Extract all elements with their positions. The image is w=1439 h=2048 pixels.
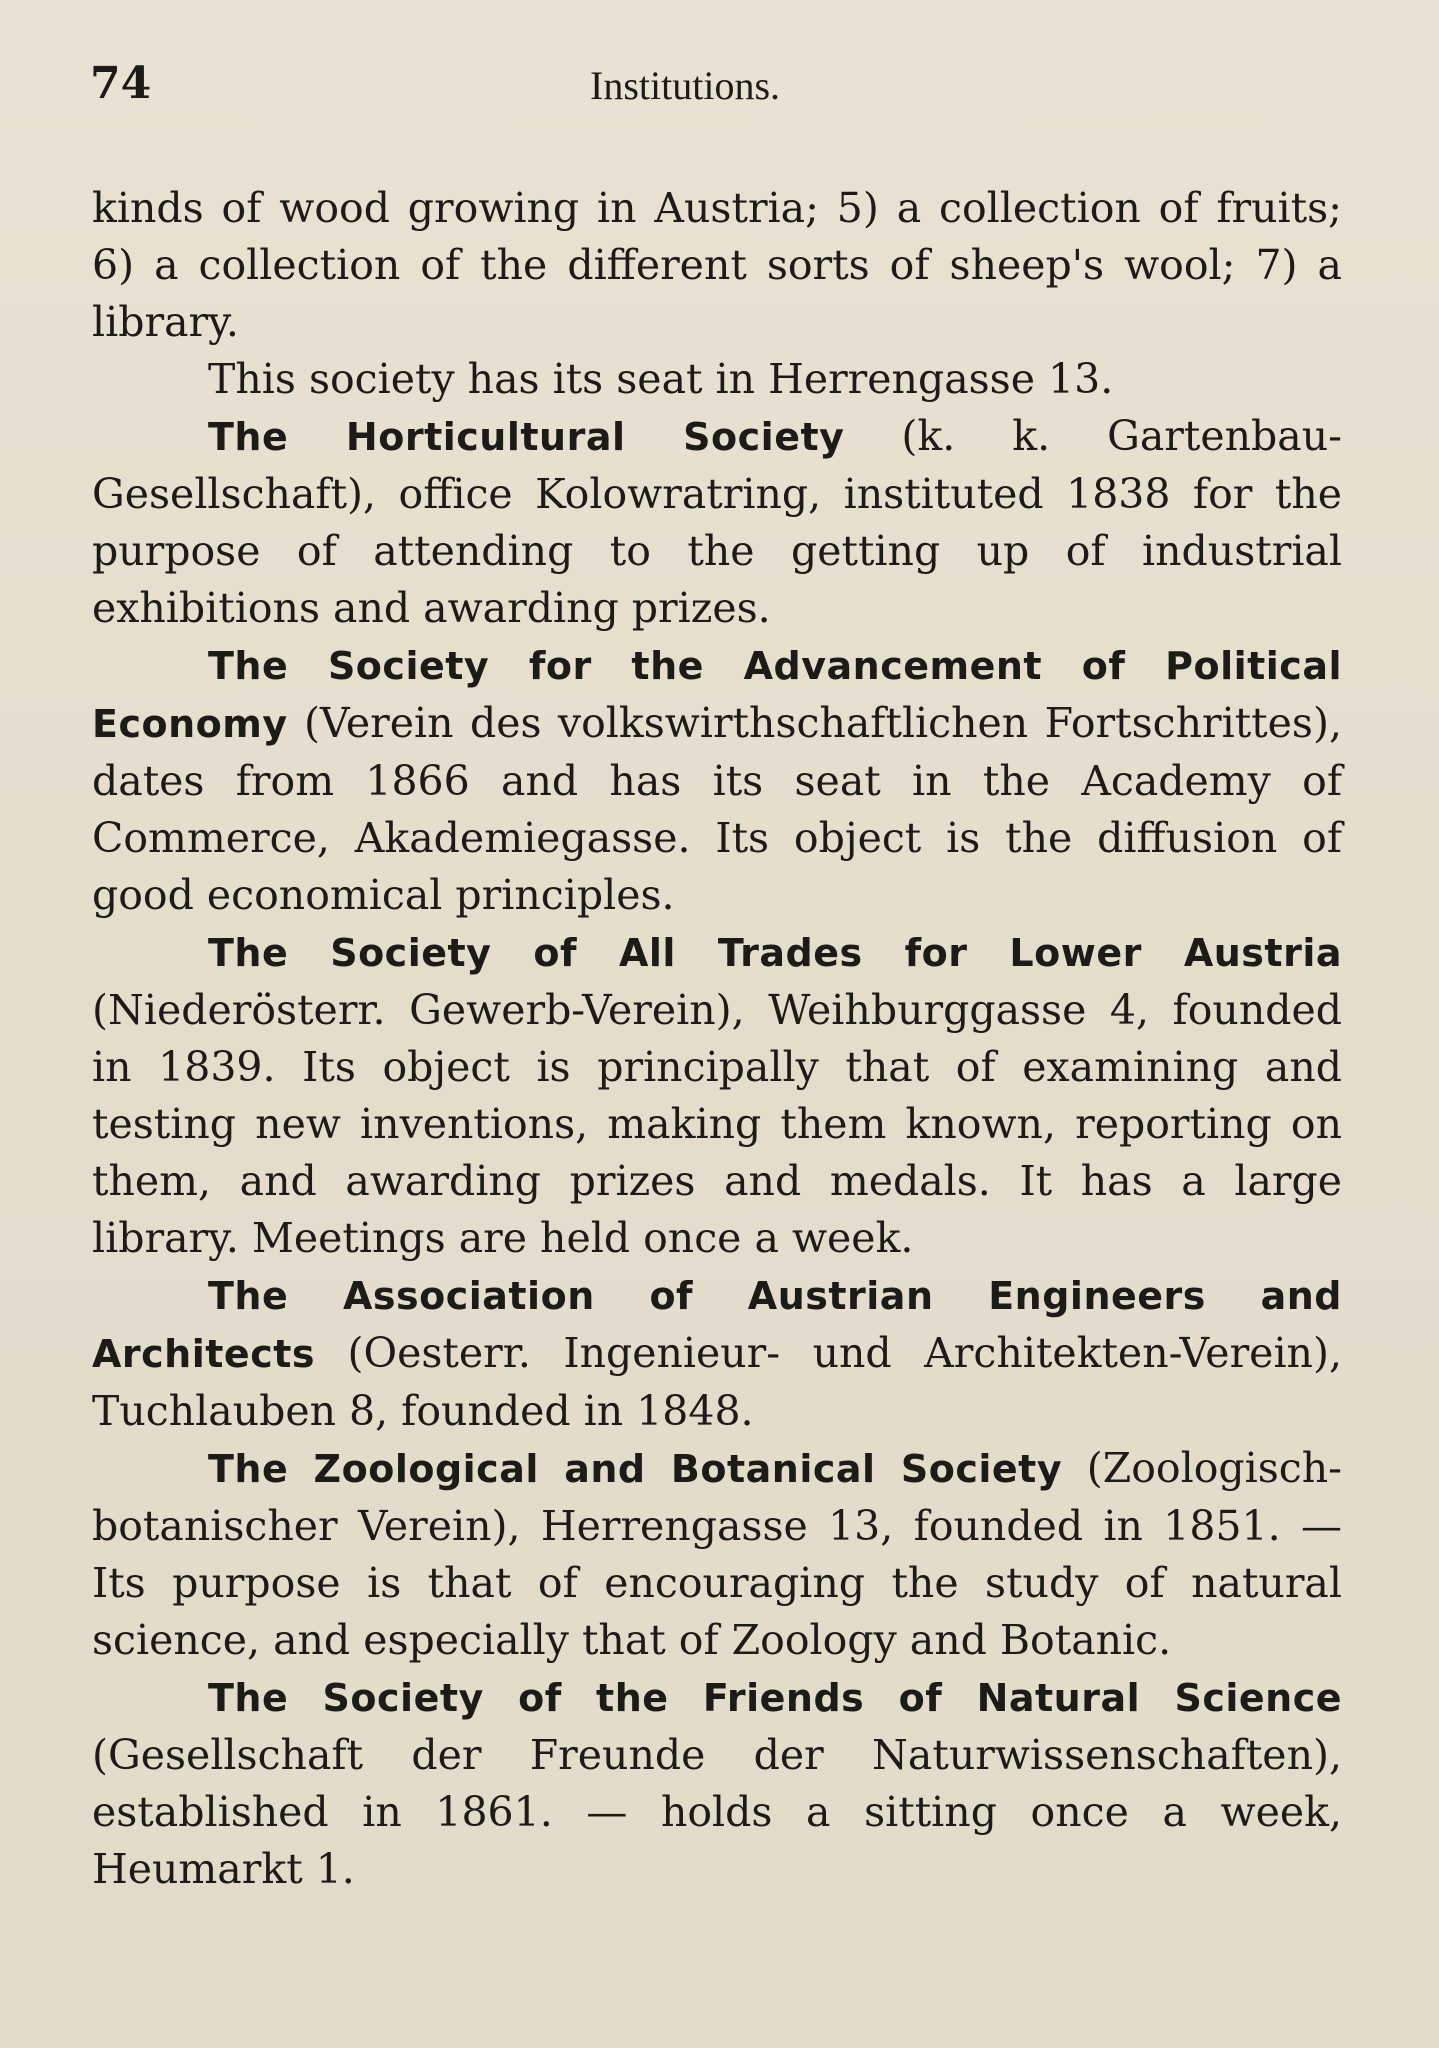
paragraph-society-seat (92, 351, 1342, 408)
paragraph-text: This society has its seat in Herrengasse 13. (208, 355, 1114, 403)
paragraph-text: (Verein des volkswirthschaftlichen Fortschrittes), dates from 1866 and has its seat in the Academy of Commerce, Akademiegasse. Its object is the diffusion of good economical principles. (92, 699, 1342, 919)
paragraph-text: (Zoologisch-botanischer Verein), Herrengasse 13, founded in 1851. — Its purpose is that of encouraging the study of natural science, and especially that of Zoology and Botanic. (92, 1444, 1342, 1664)
society-name: The Society of the Friends of Natural Science (208, 1676, 1342, 1720)
society-name: The Horticultural Society (208, 415, 845, 459)
paragraph-continuation (92, 180, 1342, 351)
paragraph-zoological-botanical (92, 1440, 1342, 1669)
paragraph-text: (Gesellschaft der Freunde der Naturwissenschaften), established in 1861. — holds a sitting once a week, Heumarkt 1. (92, 1731, 1342, 1893)
page-number: 74 (90, 58, 152, 109)
page-header (90, 58, 1340, 118)
paragraph-political-economy-society (92, 637, 1342, 924)
society-name: The Zoological and Botanical Society (208, 1447, 1063, 1491)
society-name: The Association of Austrian Engineers and Architects (92, 1274, 1342, 1376)
paragraph-engineers-architects (92, 1267, 1342, 1440)
society-name: The Society for the Advancement of Political Economy (92, 644, 1342, 746)
paragraph-all-trades-society (92, 924, 1342, 1267)
paragraph-text: (Niederösterr. Gewerb-Verein), Weihburggasse 4, founded in 1839. Its object is principally that of examining and testing new inventions, making them known, reporting on them, and awarding prizes and medals. It has a large library. Meetings are held once a week. (92, 986, 1342, 1262)
paragraph-text: kinds of wood growing in Austria; 5) a collection of fruits; 6) a collection of the different sorts of sheep's wool; 7) a library. (92, 184, 1342, 346)
running-head: Institutions. (590, 63, 781, 108)
paragraph-natural-science-friends (92, 1669, 1342, 1898)
paragraph-horticultural-society (92, 408, 1342, 637)
page-body (92, 180, 1342, 1898)
society-name: The Society of All Trades for Lower Austria (208, 931, 1342, 975)
paragraph-text: (Oesterr. Ingenieur- und Architekten-Verein), Tuchlauben 8, founded in 1848. (92, 1329, 1342, 1435)
paragraph-text: (k. k. Gartenbau-Gesellschaft), office Kolowratring, instituted 1838 for the purpose of attending to the getting up of industrial exhibitions and awarding prizes. (92, 412, 1342, 632)
